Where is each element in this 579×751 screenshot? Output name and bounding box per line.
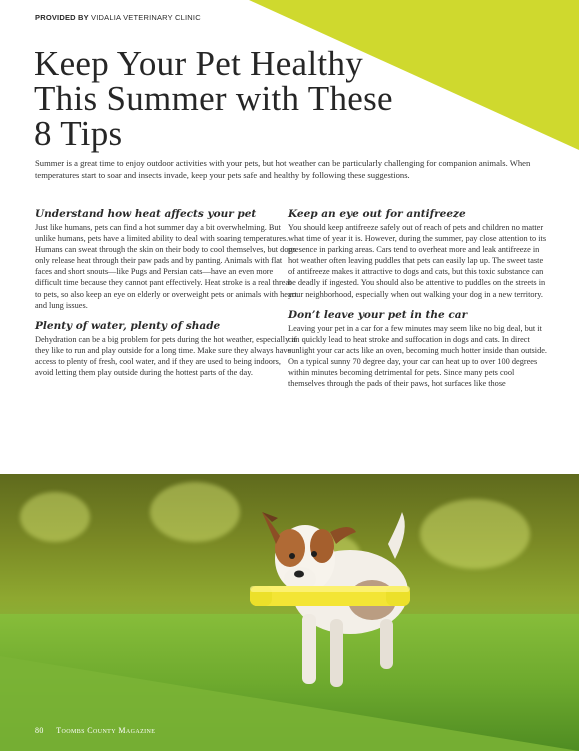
section-heading-car: Don’t leave your pet in the car (288, 308, 468, 321)
left-column (35, 208, 297, 387)
dog-photo (0, 474, 579, 751)
section-heading-heat: Understand how heat affects your pet (35, 208, 257, 220)
intro-paragraph: Summer is a great time to enjoy outdoor activities with your pets, but hot weather can be particularly challenging for companion animals. When temperatures start to soar and insects invade, keep your pets safe and healthy by following these suggestions. (35, 158, 531, 180)
green-accent-triangle (0, 656, 579, 751)
page-footer (35, 726, 155, 735)
provided-by-line (35, 13, 201, 22)
magazine-name: Toombs County Magazine (56, 726, 156, 735)
section-body-car: Leaving your pet in a car for a few minutes may seem like no big deal, but it can quickly lead to heat stroke and suffocation in dogs and cats. In direct sunlight your car acts like an oven, becoming much hotter inside than outside. On a typical sunny 70 degree day, your car can heat up to over 100 degrees within minutes becoming detrimental for pets. Since many pets cool themselves through the pads of their paws, hot surfaces like those (288, 323, 547, 389)
page-number: 80 (35, 726, 44, 735)
section-body-antifreeze: You should keep antifreeze safely out of reach of pets and children no matter what time of year it is. However, during the summer, pay close attention to its presence in parking areas. Cars tend to overheat more and leak antifreeze in hot weather often leaving puddles that pets can easily lap up. The sweet taste of antifreeze makes it attractive to dogs and cats, but this toxic substance can be deadly if ingested. You should also be attentive to puddles on the streets in your neighborhood, especially when out walking your dog in a new territory. (288, 223, 547, 299)
provided-clinic: VIDALIA VETERINARY CLINIC (91, 13, 201, 22)
right-column (288, 208, 550, 398)
section-heading-antifreeze: Keep an eye out for antifreeze (288, 208, 466, 220)
page-title: Keep Your Pet Healthy This Summer with These 8 Tips (34, 44, 393, 153)
provided-prefix: PROVIDED BY (35, 13, 89, 22)
section-body-water: Dehydration can be a big problem for pets during the hot weather, especially if they like to run and play outside for a long time. Make sure they always have access to plenty of fresh, cool water, and if they are used to being indoors, avoid letting them play outside during the hottest parts of the day. (35, 334, 297, 378)
section-body-heat: Just like humans, pets can find a hot summer day a bit overwhelming. But unlike humans, pets have a limited ability to deal with soaring temperatures. Humans can sweat through the skin on their body to cool themselves, but dogs only release heat through their paw pads and by panting. Animals with flat faces and short snouts—like Pugs and Persian cats—have an even more difficult time because they cannot pant effectively. Heat stroke is a real threat to pets, so also keep an eye on elderly or overweight pets or animals with heart and lung issues. (35, 223, 297, 310)
section-heading-water: Plenty of water, plenty of shade (35, 319, 221, 332)
